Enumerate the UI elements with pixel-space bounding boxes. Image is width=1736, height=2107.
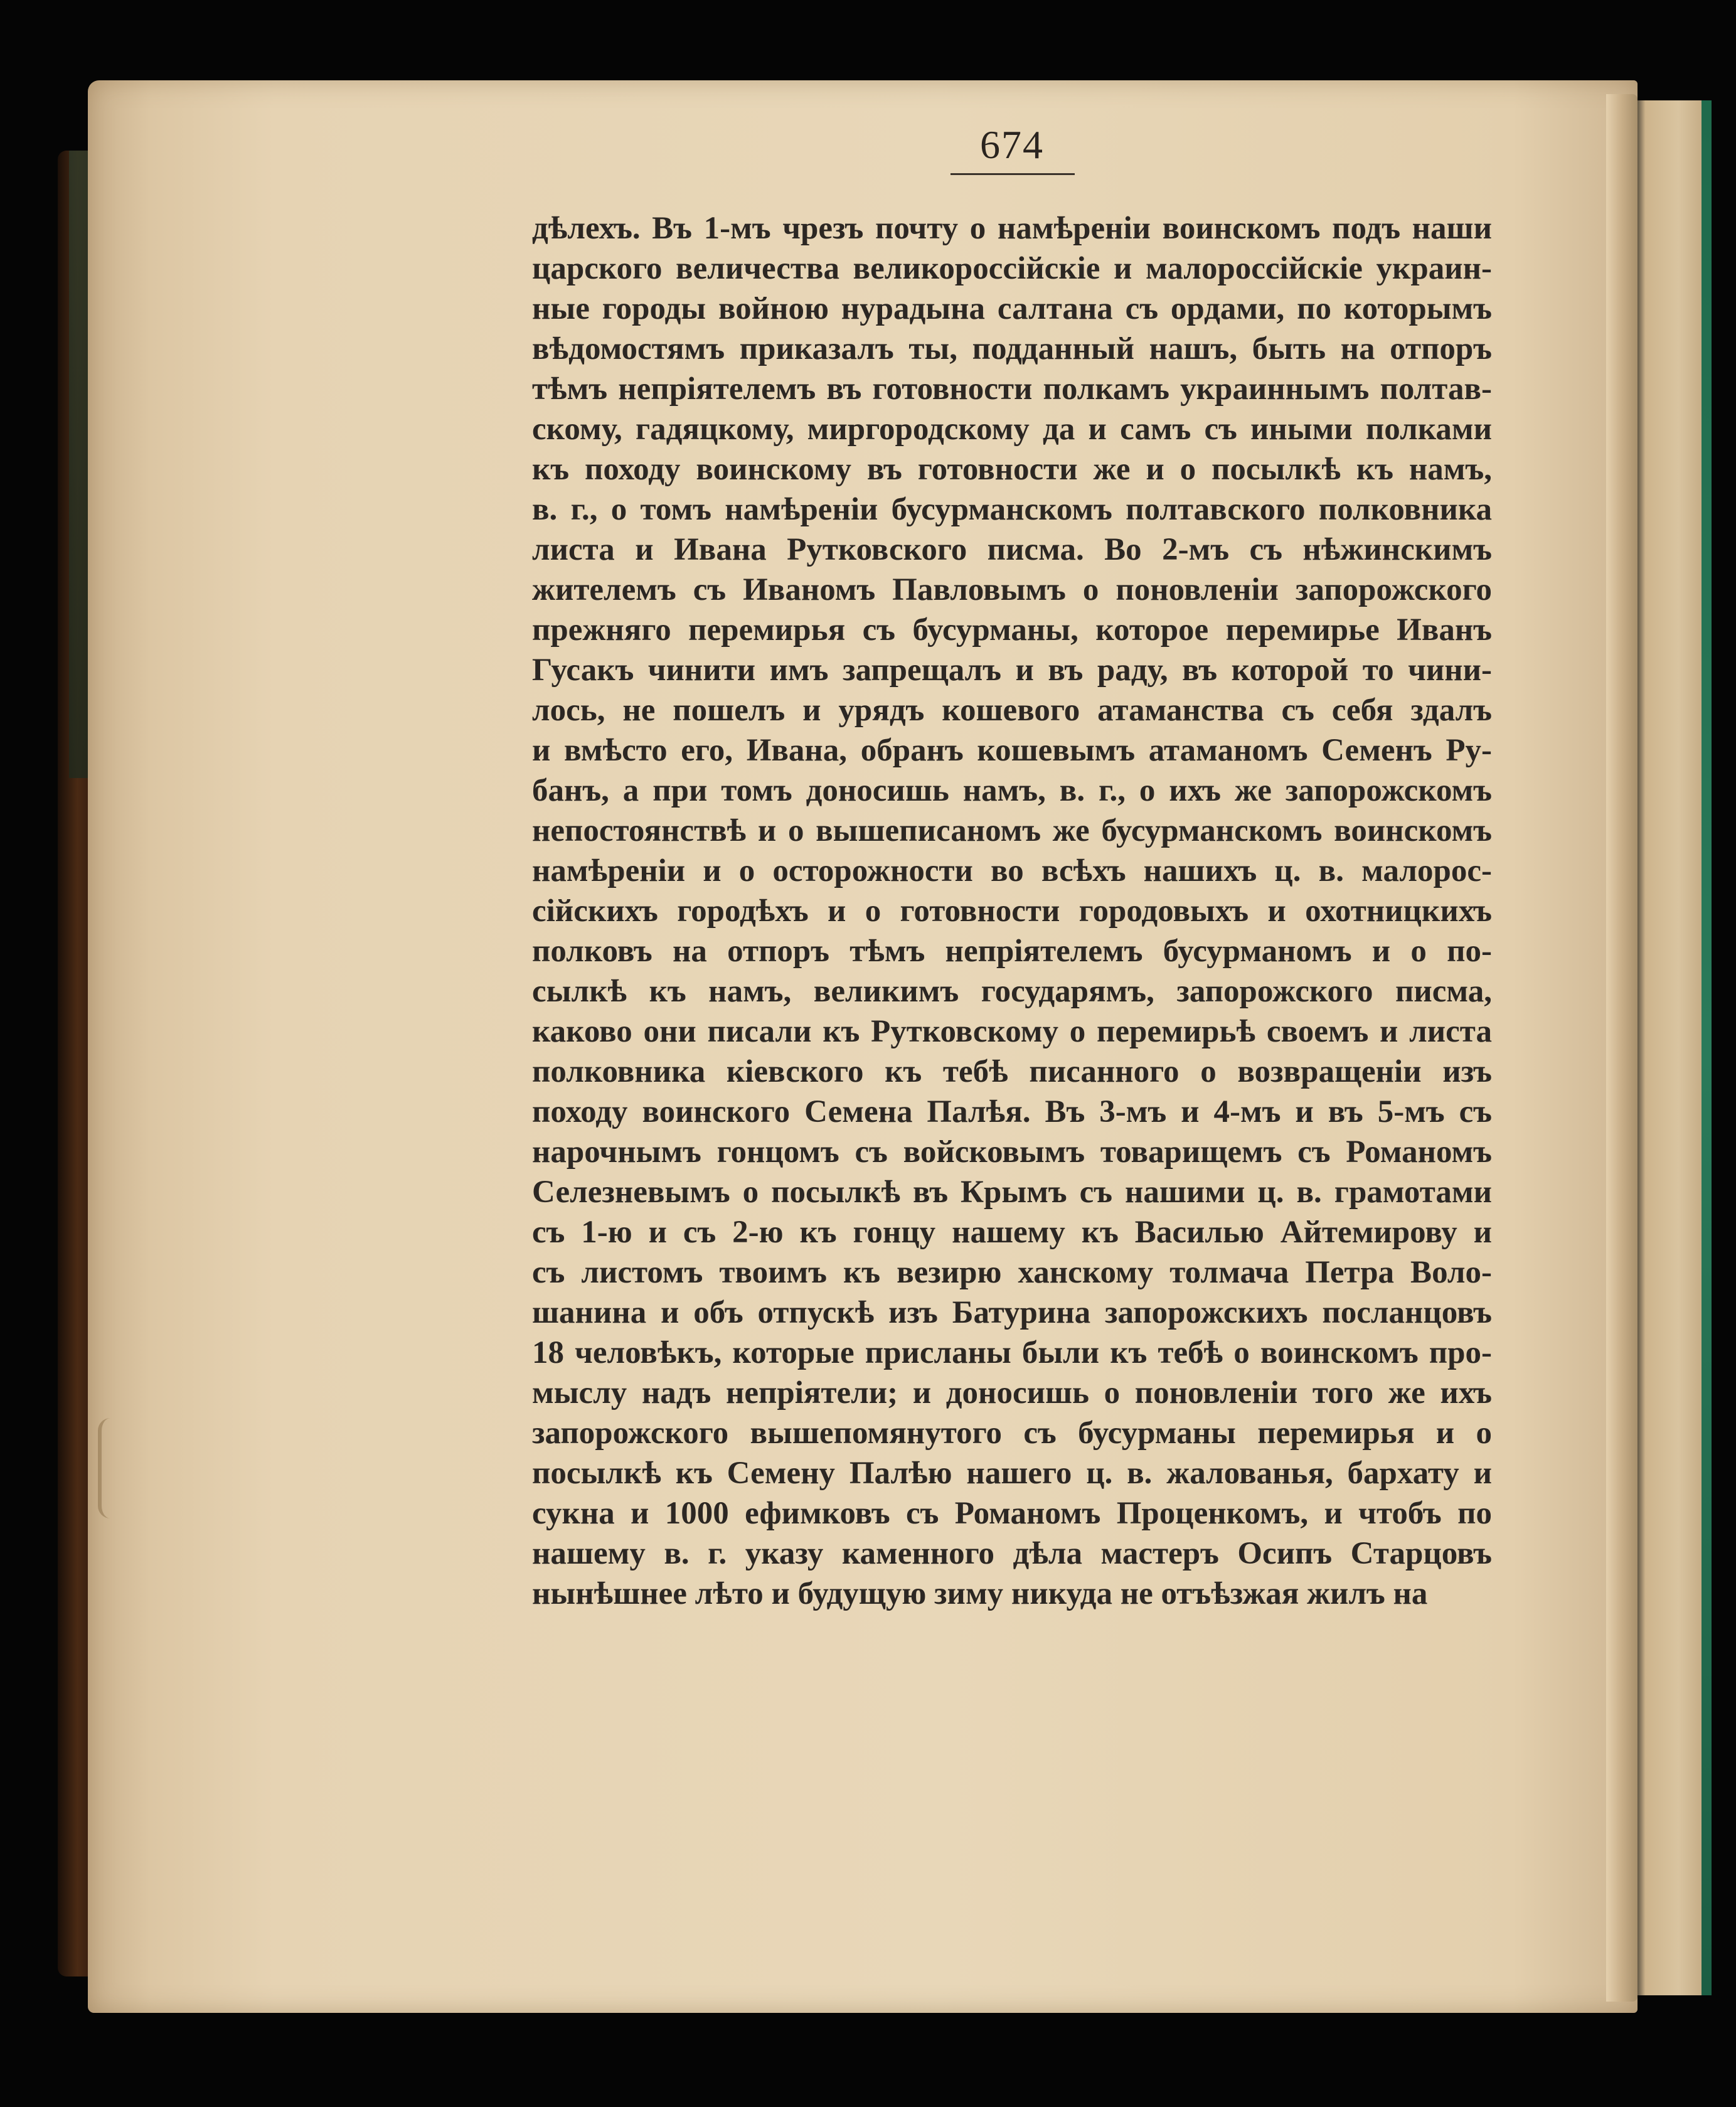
page-fold-shadow [1606,94,1637,2002]
page-number-rule [951,173,1075,175]
text-line: нынѣшнее лѣто и будущую зиму никуда не отъѣзжая жилъ на [532,1576,1428,1611]
text-line: банъ, а при томъ доносишь намъ, в. г., о ихъ же запорожскомъ [532,773,1492,808]
text-line: мыслу надъ непріятели; и доносишь о поновленіи того же ихъ [532,1375,1492,1411]
binding-cloth [69,151,90,778]
text-line: сылкѣ къ намъ, великимъ государямъ, запорожского писма, [532,974,1492,1009]
text-line: посылкѣ къ Семену Палѣю нашего ц. в. жалованья, бархату и [532,1456,1492,1491]
adjacent-page-edge [1631,100,1710,1995]
text-line: запорожского вышепомянутого съ бусурманы перемирья и о [532,1416,1492,1451]
body-text [532,208,1492,1614]
text-line: тѣмъ непріятелемъ въ готовности полкамъ украиннымъ полтав- [532,371,1492,407]
text-line: сійскихъ городѣхъ и о готовности городовыхъ и охотницкихъ [532,893,1492,929]
text-line: 18 человѣкъ, которые присланы были къ тебѣ о воинскомъ про- [532,1335,1492,1370]
page-stain [98,1418,139,1518]
text-line: лось, не пошелъ и урядъ кошевого атаманства съ себя здалъ [532,693,1492,728]
text-line: съ 1-ю и съ 2-ю къ гонцу нашему къ Василью Айтемирову и [532,1215,1492,1250]
page-number: 674 [980,122,1044,167]
text-line: вѣдомостямъ приказалъ ты, подданный нашъ, быть на отпоръ [532,331,1492,366]
text-line: каково они писали къ Рутковскому о перемирьѣ своемъ и листа [532,1014,1492,1049]
text-line: шанина и объ отпускѣ изъ Батурина запорожскихъ посланцовъ [532,1295,1492,1330]
text-line: нашему в. г. указу каменного дѣла мастеръ Осипъ Старцовъ [532,1536,1492,1571]
text-line: съ листомъ твоимъ къ везирю ханскому толмача Петра Воло- [532,1255,1492,1290]
text-line: сукна и 1000 ефимковъ съ Романомъ Проценкомъ, и чтобъ по [532,1496,1492,1531]
text-line: в. г., о томъ намѣреніи бусурманскомъ полтавского полковника [532,492,1492,527]
text-line: Гусакъ чинити имъ запрещалъ и въ раду, въ которой то чини- [532,653,1492,688]
text-line: къ походу воинскому въ готовности же и о посылкѣ къ намъ, [532,452,1492,487]
text-line: непостоянствѣ и о вышеписаномъ же бусурманскомъ воинскомъ [532,813,1492,848]
text-line: царского величества великороссійскіе и малороссійскіе украин- [532,251,1492,286]
text-line: ные городы войною нурадына салтана съ ордами, по которымъ [532,291,1492,326]
text-line: и вмѣсто его, Ивана, обранъ кошевымъ атаманомъ Семенъ Ру- [532,733,1492,768]
text-line: скому, гадяцкому, миргородскому да и самъ съ иными полками [532,412,1492,447]
text-line: Селезневымъ о посылкѣ въ Крымъ съ нашими ц. в. грамотами [532,1175,1492,1210]
text-line: намѣреніи и о осторожности во всѣхъ нашихъ ц. в. малорос- [532,853,1492,888]
text-line: прежняго перемирья съ бусурманы, которое перемирье Иванъ [532,612,1492,648]
text-line: полковъ на отпоръ тѣмъ непріятелемъ бусурманомъ и о по- [532,934,1492,969]
text-line: дѣлехъ. Въ 1-мъ чрезъ почту о намѣреніи воинскомъ подъ наши [532,211,1492,246]
text-line: нарочнымъ гонцомъ съ войсковымъ товарищемъ съ Романомъ [532,1134,1492,1170]
text-line: листа и Ивана Рутковского писма. Во 2-мъ съ нѣжинскимъ [532,532,1492,567]
book-cover-edge [1701,100,1712,1995]
text-line: жителемъ съ Иваномъ Павловымъ о поновленіи запорожского [532,572,1492,607]
text-line: походу воинского Семена Палѣя. Въ 3-мъ и 4-мъ и въ 5-мъ съ [532,1094,1492,1129]
text-line: полковника кіевского къ тебѣ писанного о возвращеніи изъ [532,1054,1492,1089]
